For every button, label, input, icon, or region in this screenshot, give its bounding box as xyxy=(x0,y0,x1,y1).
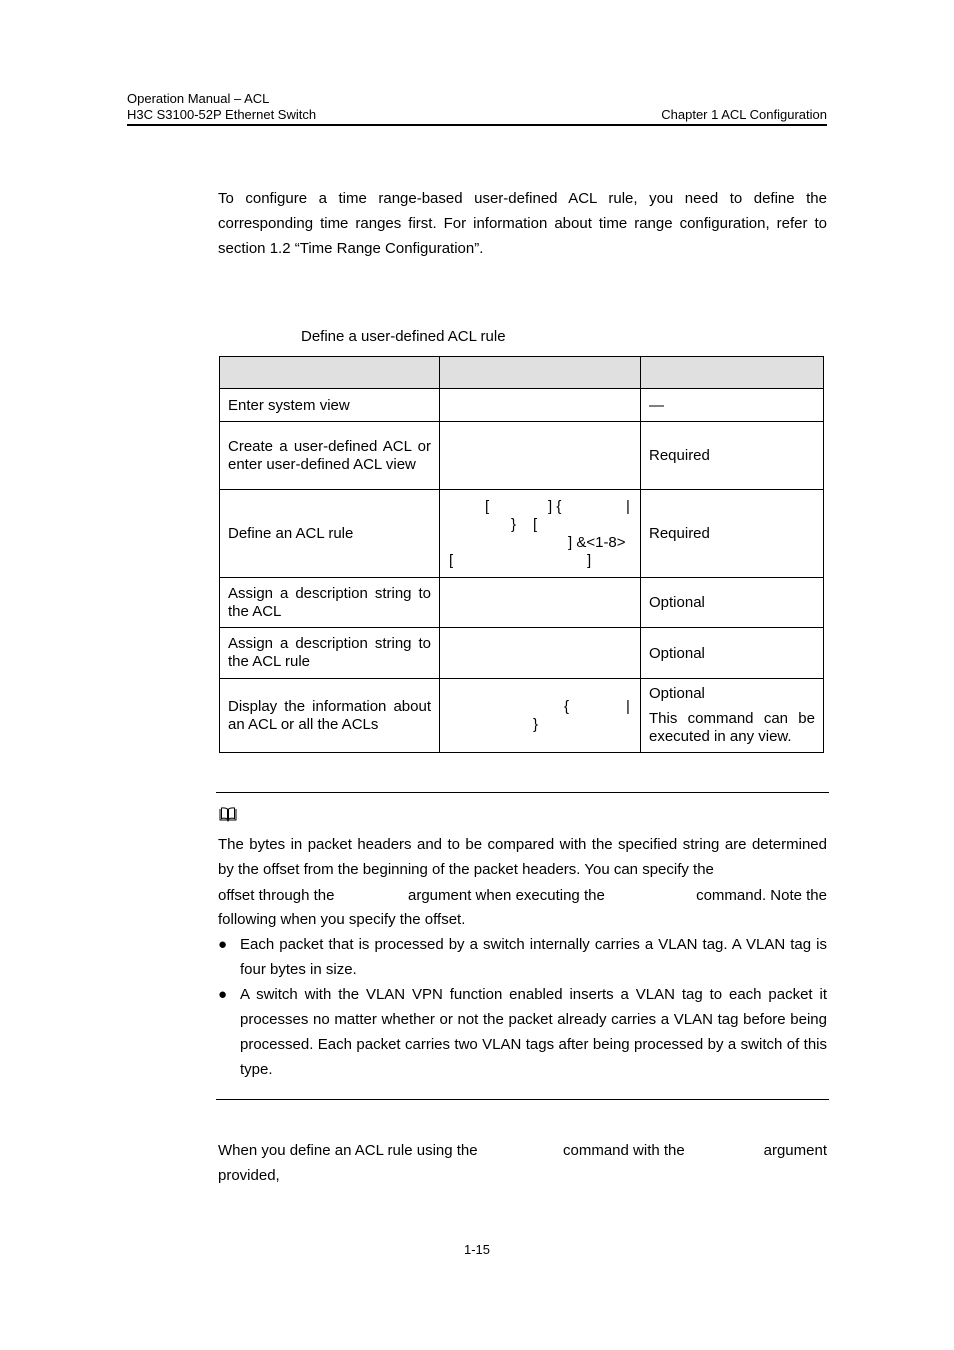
list-item xyxy=(218,982,827,1082)
header-product-name: H3C S3100-52P Ethernet Switch xyxy=(127,107,317,122)
cmd-fragment: } xyxy=(511,516,517,533)
operation-cell: Define an ACL rule xyxy=(220,490,440,578)
table-caption: Define a user-defined ACL rule xyxy=(301,328,506,345)
remarks-cell: Optional xyxy=(641,628,824,679)
list-item xyxy=(218,932,827,982)
closing-text-frag: argument xyxy=(763,1142,827,1159)
header-command xyxy=(440,357,641,389)
table-row xyxy=(220,578,824,628)
note-bottom-divider xyxy=(216,1099,829,1100)
remarks-cell: Required xyxy=(641,490,824,578)
operation-cell: Display the information about an ACL or all the ACLs xyxy=(220,679,440,753)
remarks-line: Optional xyxy=(649,685,705,702)
operation-cell: Assign a description string to the ACL xyxy=(220,578,440,628)
config-table xyxy=(219,356,824,753)
page-number: 1-15 xyxy=(463,1242,491,1257)
closing-text-frag: When you define an ACL rule using the xyxy=(218,1142,478,1159)
table-row xyxy=(220,422,824,490)
operation-cell: Enter system view xyxy=(220,389,440,422)
remarks-cell: — xyxy=(641,389,824,422)
note-top-divider xyxy=(216,792,829,793)
command-cell xyxy=(440,389,641,422)
header-operation xyxy=(220,357,440,389)
note-text-frag: command. Note the xyxy=(696,887,827,904)
cmd-fragment: } xyxy=(533,716,539,733)
cmd-fragment: { xyxy=(564,698,570,715)
bullet-text: Each packet that is processed by a switch internally carries a VLAN tag. A VLAN tag is four bytes in size. xyxy=(240,936,827,978)
header-divider xyxy=(127,124,827,126)
remarks-note: This command can be executed in any view. xyxy=(649,710,815,745)
bullet-text: A switch with the VLAN VPN function enabled inserts a VLAN tag to each packet it processes no matter whether or not the packet already carries a VLAN tag before being processed. Each packet carries two VLAN tags after being processed by a switch of this type. xyxy=(240,986,827,1078)
header-chapter: Chapter 1 ACL Configuration xyxy=(661,107,827,122)
cmd-fragment: ] xyxy=(587,552,592,569)
note-paragraph-lines-1-2: The bytes in packet headers and to be compared with the specified string are determined by the offset from the beginning of the packet headers. You can specify the xyxy=(218,836,827,878)
cmd-fragment: | xyxy=(626,498,630,515)
table-row xyxy=(220,679,824,753)
cmd-fragment: [ xyxy=(533,516,538,533)
intro-paragraph: To configure a time range-based user-defined ACL rule, you need to define the corresponding time ranges first. For information about time range configuration, refer to section 1.2 “Time Range Configuration”. xyxy=(218,190,827,257)
command-cell xyxy=(440,490,641,578)
table-header-row xyxy=(220,357,824,389)
cmd-fragment: [ xyxy=(449,552,454,569)
note-text-frag: following when you specify the offset. xyxy=(218,911,466,928)
bullet-icon: ● xyxy=(218,936,228,953)
header-remarks xyxy=(641,357,824,389)
operation-cell: Create a user-defined ACL or enter user-defined ACL view xyxy=(220,422,440,490)
closing-text-frag: provided, xyxy=(218,1167,280,1184)
remarks-cell: Required xyxy=(641,422,824,490)
command-cell xyxy=(440,679,641,753)
table-row xyxy=(220,389,824,422)
remarks-cell xyxy=(641,679,824,753)
cmd-fragment: [ xyxy=(485,498,490,515)
table-row xyxy=(220,490,824,578)
cmd-fragment: ] &<1-8> xyxy=(568,534,626,551)
closing-text-frag: command with the xyxy=(563,1142,685,1159)
command-cell xyxy=(440,628,641,679)
note-text-frag: offset through the xyxy=(218,887,335,904)
bullet-icon: ● xyxy=(218,986,228,1003)
operation-cell: Assign a description string to the ACL rule xyxy=(220,628,440,679)
command-cell xyxy=(440,578,641,628)
book-icon xyxy=(219,806,237,822)
remarks-cell: Optional xyxy=(641,578,824,628)
header-manual-title: Operation Manual – ACL xyxy=(127,91,270,106)
command-cell xyxy=(440,422,641,490)
cmd-fragment: | xyxy=(626,698,630,715)
note-text-frag: argument when executing the xyxy=(408,887,605,904)
cmd-fragment: ] { xyxy=(548,498,562,515)
table-row xyxy=(220,628,824,679)
